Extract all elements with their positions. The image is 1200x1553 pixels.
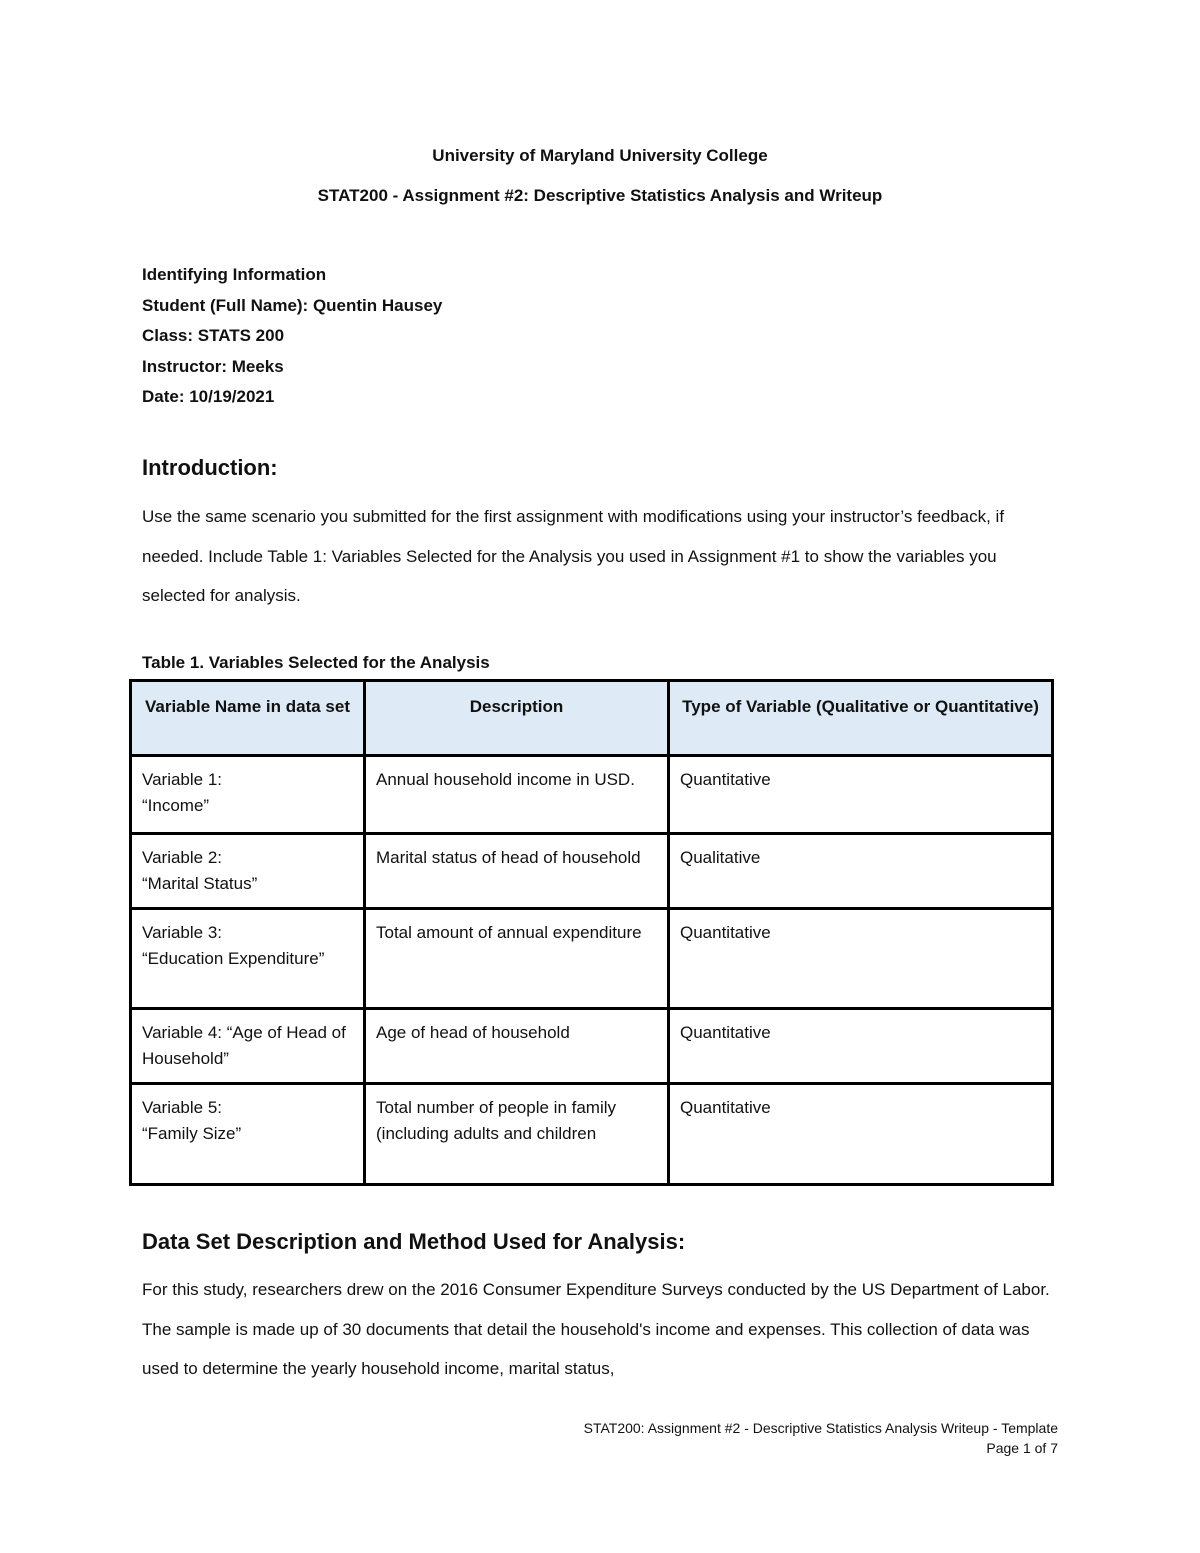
date: Date: 10/19/2021 [142,387,275,406]
cell-type: Quantitative [669,1084,1053,1185]
assignment-title: STAT200 - Assignment #2: Descriptive Statistics Analysis and Writeup [317,186,883,205]
cell-description: Total number of people in family (including adults and children [365,1084,669,1185]
page-number: Page 1 of 7 [986,1440,1058,1456]
introduction-text: Use the same scenario you submitted for the first assignment with modifications using your instructor’s feedback, if needed. Include Table 1: Variables Selected for the Analysis you used in Assignment #1 to show the variables you selected for analysis. [142,507,1005,605]
table-row [131,909,1053,1009]
instructor-name: Instructor: Meeks [142,356,284,376]
cell-type: Qualitative [669,834,1053,909]
cell-variable: Variable 4: “Age of Head of Household” [131,1009,365,1084]
table-row [131,834,1053,909]
variables-table [129,679,1054,1186]
table-caption: Table 1. Variables Selected for the Analysis [142,653,490,672]
header-variable-name: Variable Name in data set [131,681,365,756]
identifying-info-block [142,264,442,417]
student-name: Student (Full Name): Quentin Hausey [142,295,443,315]
cell-type: Quantitative [669,1009,1053,1084]
cell-type: Quantitative [669,756,1053,834]
cell-type: Quantitative [669,909,1053,1009]
cell-description: Marital status of head of household [365,834,669,909]
data-set-text: For this study, researchers drew on the 2016 Consumer Expenditure Surveys conducted by the US Department of Labor. The sample is made up of 30 documents that detail the household's income and expenses. This collection of data was used to determine the yearly household income, marital status, [142,1280,1050,1378]
page-footer [584,1418,1058,1458]
data-set-heading: Data Set Description and Method Used for Analysis: [142,1229,686,1254]
introduction-heading: Introduction: [142,455,278,480]
cell-variable: Variable 3: “Education Expenditure” [131,909,365,1009]
cell-description: Age of head of household [365,1009,669,1084]
header-description: Description [365,681,669,756]
cell-variable: Variable 1: “Income” [131,756,365,834]
cell-variable: Variable 2: “Marital Status” [131,834,365,909]
identifying-info-heading: Identifying Information [142,265,327,284]
header-type: Type of Variable (Qualitative or Quantitative) [669,681,1053,756]
cell-description: Total amount of annual expenditure [365,909,669,1009]
footer-title: STAT200: Assignment #2 - Descriptive Statistics Analysis Writeup - Template [583,1420,1058,1436]
table-row [131,1084,1053,1185]
cell-variable: Variable 5: “Family Size” [131,1084,365,1185]
table-row [131,756,1053,834]
table-row [131,1009,1053,1084]
cell-description: Annual household income in USD. [365,756,669,834]
institution-title: University of Maryland University College [432,146,768,165]
class-name: Class: STATS 200 [142,326,285,345]
table-header-row [131,681,1053,756]
